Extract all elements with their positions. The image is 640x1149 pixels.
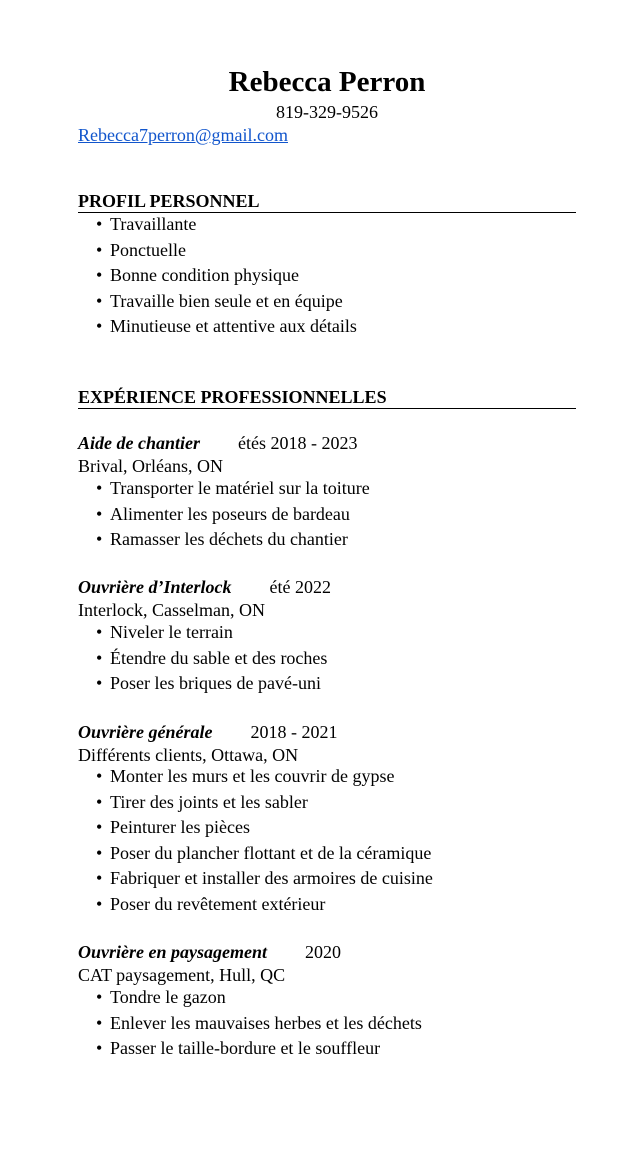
job-header [78, 721, 337, 743]
profile-list [96, 212, 357, 340]
job-dates: été 2022 [269, 577, 331, 597]
job-task: • Transporter le matériel sur la toiture [96, 476, 370, 502]
job-employer: Interlock, Casselman, ON [78, 600, 265, 620]
job-title: Aide de chantier [78, 433, 200, 453]
job-dates: étés 2018 - 2023 [238, 433, 358, 453]
job-title: Ouvrière générale [78, 722, 213, 742]
profile-item: • Minutieuse et attentive aux détails [96, 314, 357, 340]
job-task-list [96, 985, 422, 1062]
job-task: • Tirer des joints et les sabler [96, 790, 433, 816]
job-employer: Différents clients, Ottawa, ON [78, 745, 299, 765]
job-task: • Poser du revêtement extérieur [96, 892, 433, 918]
job-header [78, 576, 331, 598]
job-dates: 2020 [304, 942, 341, 962]
section-title-profile: PROFIL PERSONNEL [78, 190, 576, 213]
job-task: • Ramasser les déchets du chantier [96, 527, 370, 553]
phone-number: 819-329-9526 [276, 102, 378, 122]
job-task: • Enlever les mauvaises herbes et les déchets [96, 1011, 422, 1037]
job-header [78, 432, 357, 454]
profile-item: • Bonne condition physique [96, 263, 357, 289]
job-task: • Passer le taille-bordure et le souffleur [96, 1036, 422, 1062]
job-task: • Tondre le gazon [96, 985, 422, 1011]
job-task: • Poser les briques de pavé-uni [96, 671, 327, 697]
job-task-list [96, 476, 370, 553]
job-task: • Fabriquer et installer des armoires de cuisine [96, 866, 433, 892]
job-task: • Étendre du sable et des roches [96, 646, 327, 672]
job-task-list [96, 764, 433, 918]
job-task: • Monter les murs et les couvrir de gypse [96, 764, 433, 790]
profile-item: • Ponctuelle [96, 238, 357, 264]
profile-item: • Travaille bien seule et en équipe [96, 289, 357, 315]
job-employer: Brival, Orléans, ON [78, 456, 223, 476]
profile-item: • Travaillante [96, 212, 357, 238]
job-dates: 2018 - 2021 [250, 722, 338, 742]
job-title: Ouvrière d’Interlock [78, 577, 232, 597]
job-title: Ouvrière en paysagement [78, 942, 267, 962]
job-employer: CAT paysagement, Hull, QC [78, 965, 286, 985]
job-header [78, 941, 341, 963]
job-task-list [96, 620, 327, 697]
job-task: • Poser du plancher flottant et de la céramique [96, 841, 433, 867]
job-task: • Peinturer les pièces [96, 815, 433, 841]
email-link[interactable]: Rebecca7perron@gmail.com [78, 125, 288, 145]
candidate-name: Rebecca Perron [228, 66, 426, 98]
job-task: • Alimenter les poseurs de bardeau [96, 502, 370, 528]
section-title-experience: EXPÉRIENCE PROFESSIONNELLES [78, 386, 576, 409]
job-task: • Niveler le terrain [96, 620, 327, 646]
